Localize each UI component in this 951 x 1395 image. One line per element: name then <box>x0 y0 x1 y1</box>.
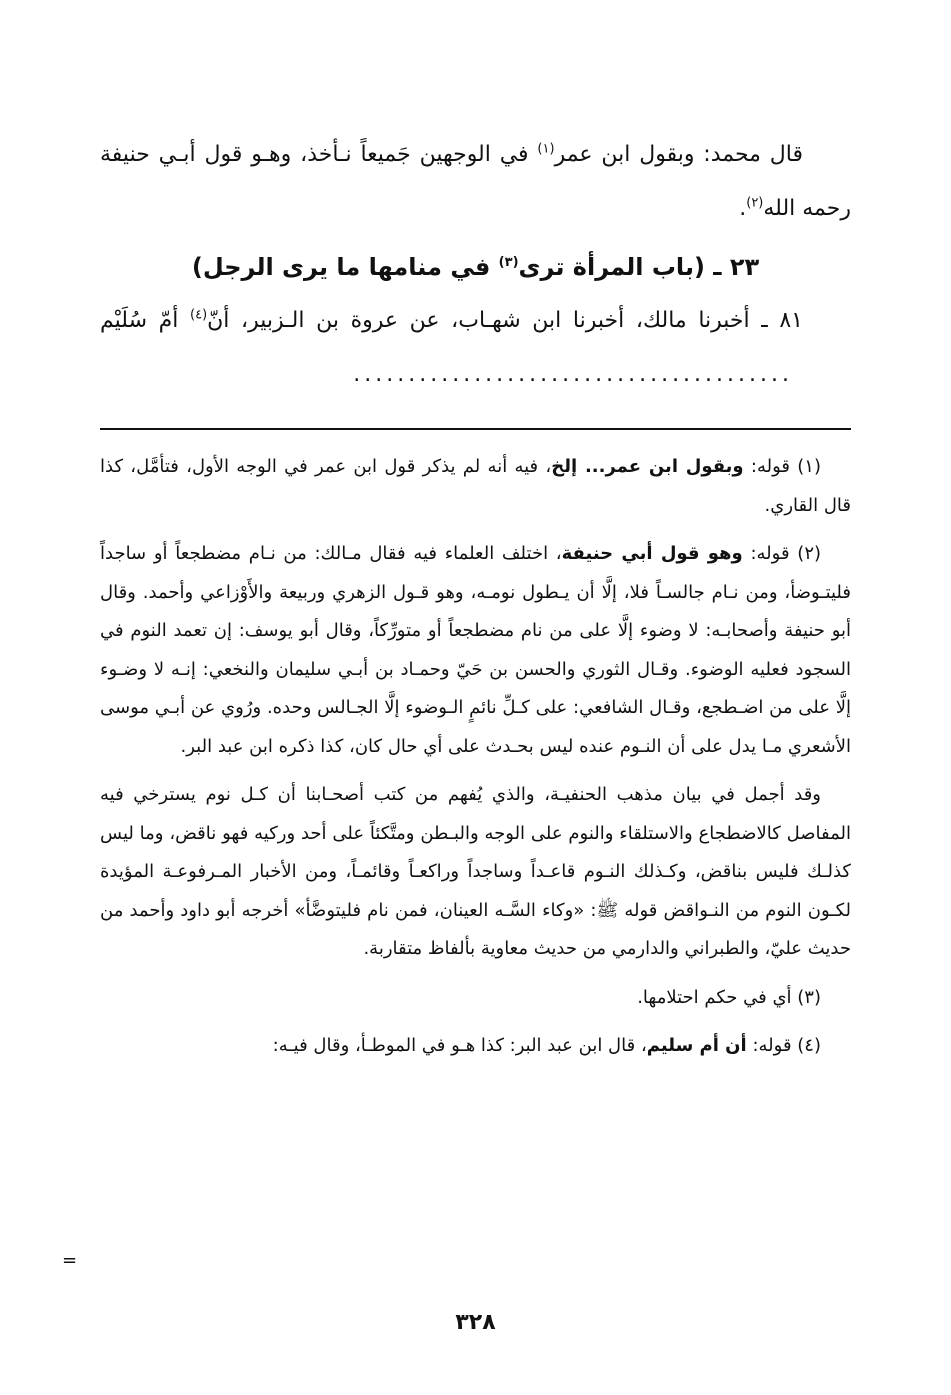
footnote-text: أي في حكم احتلامها. <box>637 986 798 1008</box>
footnote-label: قوله: <box>742 543 798 564</box>
footnote-number: (١) <box>797 456 821 477</box>
paragraph-text: قال محمد: وبقول ابن عمر <box>554 142 803 167</box>
paragraph-text-continued: في الوجهين جَميعاً نـأخذ، وهـو قول أبـي حنيفة رحمه الله <box>100 142 851 221</box>
footnote-label: قوله: <box>746 1035 798 1056</box>
footnote-text: وقد أجمل في بيان مذهب الحنفيـة، والذي يُفهم من كتب أصحـابنا أن كـل نوم يسترخي فيه المفاصل كالاضطجاع والاستلقاء والنوم على الوجه والبـطن ومتَّكئاً على أحد وركيه فهو ناقض، وما ليس كذلـك فليس بناقض، وكـذلك النـوم قاعـداً وساجداً وراكعـاً وقائمـاً، ومن الأخبار المـرفوعـة المؤيدة لكـون النوم من النـواقض قوله ﷺ: «وكاء السَّـه العينان، فمن نام فليتوضَّأ» أخرجه أبو داود وأحمد من حديث عليّ، والطبراني والدارمي من حديث معاوية بألفاظ متقاربة. <box>100 784 851 959</box>
footnotes <box>100 448 851 1076</box>
chapter-title-continued: في منامها ما يرى الرجل) <box>191 253 499 281</box>
chapter-title: (باب المرأة ترى <box>518 253 714 281</box>
footnote-text: ، اختلف العلماء فيه فقال مـالك: من نـام مضطجعاً أو ساجداً فليتـوضأ، ومن نـام جالسـاً فلا، إلَّا أن يـطول نومـه، وهو قـول الزهري وربيعة والأَوْزاعي وأحمد. وقال أبو حنيفة وأصحابـه: لا وضوء إلَّا على من نام مضطجعاً أو متورِّكاً، وقال أبو يوسف: إن تعمد النوم في السجود فعليه الوضوء. وقـال الثوري والحسن بن حَيّ وحمـاد بن أبـي سليمان والنخعي: إنـه لا وضـوء إلَّا على من اضـطجع، وقـال الشافعي: على كـلِّ نائمٍ الـوضوء إلَّا الجـالس وحده. ورُوي عن أبـي موسى الأشعري مـا يدل على أن النـوم عنده ليس بحـدث على أي حال كان، كذا ذكره ابن عبد البر. <box>100 543 851 757</box>
main-text <box>100 128 851 402</box>
hadith-paragraph <box>100 294 851 402</box>
footnote-ref-4[interactable]: (٤) <box>190 307 208 323</box>
footnote-2 <box>100 535 851 766</box>
footnote-ref-2[interactable]: (٢) <box>746 195 764 211</box>
footnote-quote: أن أم سليم <box>646 1035 747 1056</box>
main-paragraph <box>100 128 851 236</box>
hadith-text-continued: أمّ سُلَيْم <box>100 308 190 333</box>
hadith-text: ٨١ ـ أخبرنا مالك، أخبرنا ابن شهـاب، عن عروة بن الـزبير، أنّ <box>207 308 803 333</box>
footnote-quote: وبقول ابن عمر... إلخ <box>551 456 744 477</box>
paragraph-end: . <box>739 196 747 221</box>
footnote-quote: وهو قول أبي حنيفة <box>561 543 743 564</box>
chapter-number: ٢٣ ـ <box>713 253 760 281</box>
footnote-1 <box>100 448 851 525</box>
chapter-heading <box>100 240 851 294</box>
continuation-mark: = <box>62 1250 78 1271</box>
footnote-2-continued <box>100 776 851 969</box>
footnote-3 <box>100 979 851 1018</box>
footnote-number: (٣) <box>797 986 821 1008</box>
ellipsis-dots: ........................................ <box>353 362 793 387</box>
page-number: ٣٢٨ <box>455 1310 496 1335</box>
footnote-text: ، فيه أنه لم يذكر قول ابن عمر في الوجه الأول، فتأمَّل، كذا قال القاري. <box>100 456 851 516</box>
footnote-4 <box>100 1027 851 1066</box>
footnote-label: قوله: <box>743 456 798 477</box>
footnote-ref-1[interactable]: (١) <box>537 141 555 157</box>
footnote-number: (٢) <box>797 543 822 564</box>
footnote-text: ، قال ابن عبد البر: كذا هـو في الموطـأ، وقال فيـه: <box>272 1035 647 1056</box>
footnote-separator <box>100 428 851 430</box>
footnote-number: (٤) <box>797 1035 821 1056</box>
footnote-ref-3[interactable]: (٣) <box>498 255 519 270</box>
